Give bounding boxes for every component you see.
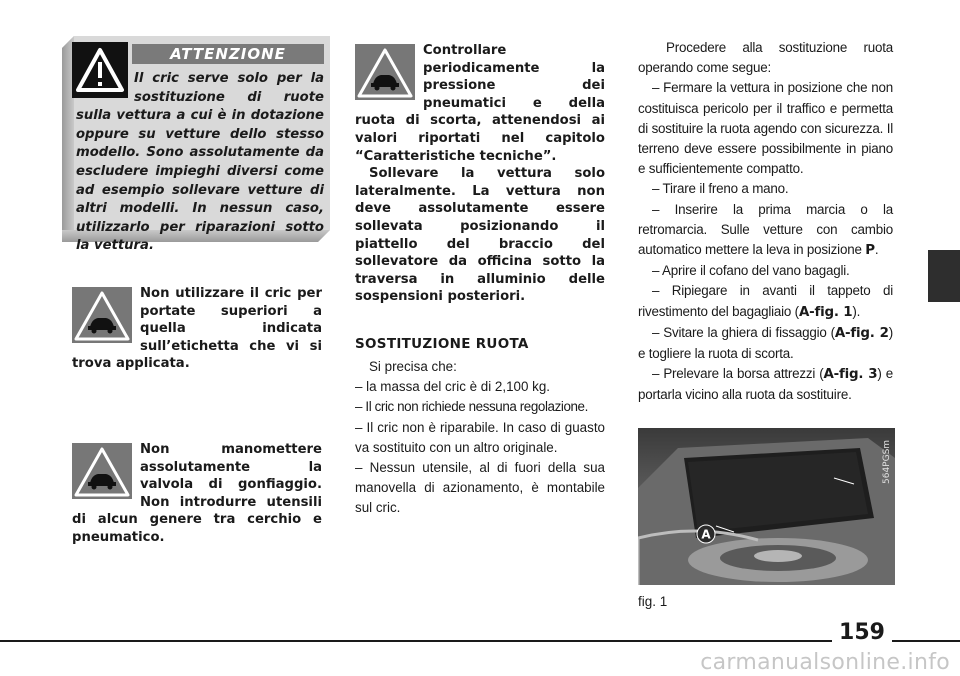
procedure-step: – Fermare la vettura in posizione che non costituisca pericolo per il traffico e permetta di sostituire la ruota agendo con sicurezza. Il terreno deve essere possibilmente in piano e sufficientemente compatto.: [638, 80, 893, 177]
procedure-step: – Tirare il freno a mano.: [652, 181, 789, 197]
watermark: carmanualsonline.info: [700, 650, 950, 675]
procedure-step: – Aprire il cofano del vano bagagli.: [652, 263, 850, 279]
chapter-tab: [928, 250, 960, 302]
trunk-photo: [638, 428, 895, 585]
section-body: [355, 357, 605, 519]
attention-title: ATTENZIONE: [132, 44, 324, 64]
section-item: – Nessun utensile, al di fuori della sua manovella di azionamento, è montabile sul cric.: [355, 460, 605, 516]
section-intro: Si precisa che:: [369, 359, 457, 374]
attention-text: Il cric serve solo per la sostituzione di ruote sulla vettura a cui è in dotazione oppure su vetture dello stesso modello. Sono assolutamente da escludere impieghi diversi come ad esempio sollevare vetture di altri modelli. In nessun caso, utilizzarlo per riparazioni sotto la vettura.: [76, 71, 324, 254]
procedure-step: – Ripiegare in avanti il tappeto di rivestimento del bagagliaio (A-fig. 1).: [638, 283, 893, 320]
car-warning-icon: [72, 443, 132, 499]
section-item: – Il cric non richiede nessuna regolazione.: [355, 399, 588, 415]
car-warning-icon: [355, 44, 415, 100]
note-cric-capacity: Non utilizzare il cric per portate superiori a quella indicata sull’etichetta che vi si trova applicata.: [72, 286, 322, 372]
lift-note: Sollevare la vettura solo lateralmente. La vettura non deve assolutamente essere sollevata posizionando il piattello del braccio del sollevatore da officina sotto la traversa in alluminio delle sospensioni posteriori.: [355, 166, 605, 305]
note-tyre-pressure: Controllare periodicamente la pressione dei pneumatici e della ruota di scorta, attenendosi ai valori riportati nel capitolo “Caratteristiche tecniche”. Sollevare la vettura solo lateralmente. La vettura non deve assolutamente essere sollevata posizionando il piattello del braccio del sollevatore da officina sotto la traversa in alluminio delle sospensioni posteriori.: [355, 43, 605, 305]
procedure-step: – Inserire la prima marcia o la retromarcia. Sulle vetture con cambio automatico mettere la leva in posizione P.: [638, 201, 893, 259]
section-item: – la massa del cric è di 2,100 kg.: [355, 379, 551, 395]
car-warning-icon: [72, 287, 132, 343]
figure-callout-label: A: [701, 527, 711, 542]
figure-code: 564PGSm: [882, 439, 892, 484]
page-number: 159: [832, 620, 892, 645]
section-item: – Il cric non è riparabile. In caso di guasto va sostituito con un altro originale.: [355, 419, 605, 455]
procedure: [638, 38, 893, 406]
procedure-step: – Svitare la ghiera di fissaggio (A-fig. 2) e togliere la ruota di scorta.: [638, 324, 894, 362]
figure-caption: fig. 1: [638, 594, 668, 609]
section-title: SOSTITUZIONE RUOTA: [355, 336, 529, 352]
procedure-intro: Procedere alla sostituzione ruota operando come segue:: [638, 40, 893, 76]
footer-rule: [0, 640, 960, 642]
procedure-step: – Prelevare la borsa attrezzi (A-fig. 3) e portarla vicino alla ruota da sostituire.: [638, 366, 894, 403]
attention-box: [62, 36, 330, 254]
note-valve: Non manomettere assolutamente la valvola di gonfiaggio. Non introdurre utensili di alcun genere tra cerchio e pneumatico.: [72, 442, 322, 545]
